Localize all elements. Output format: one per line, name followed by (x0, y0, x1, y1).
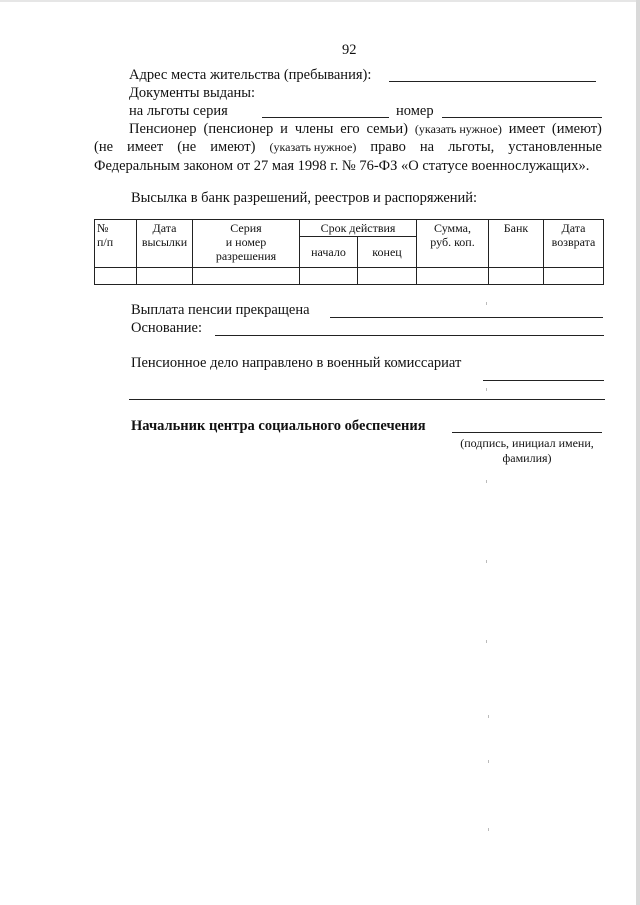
header-number: № п/п (95, 220, 137, 268)
word: и (280, 121, 288, 137)
header-bank: Банк (489, 220, 544, 268)
cell-number[interactable] (95, 268, 137, 285)
word: льготы, (448, 139, 495, 155)
word: (имеют) (551, 121, 602, 137)
hint-specify: (указать нужное) (269, 140, 357, 154)
dispatch-table (94, 219, 604, 285)
scan-speck (486, 388, 487, 391)
paragraph-line-2 (94, 139, 602, 156)
case-sent-blank-2[interactable] (129, 399, 605, 400)
basis-blank[interactable] (215, 335, 604, 336)
cell-bank[interactable] (489, 268, 544, 285)
cell-return-date[interactable] (544, 268, 604, 285)
number-blank[interactable] (442, 117, 602, 118)
cell-start[interactable] (300, 268, 358, 285)
basis-label: Основание: (131, 320, 202, 336)
word: семьи) (366, 121, 408, 137)
scan-speck (486, 480, 487, 483)
pension-stopped-blank[interactable] (330, 317, 603, 318)
signature-hint: (подпись, инициал имени, фамилия) (460, 436, 594, 465)
word: (не (177, 139, 197, 155)
table-row (95, 268, 604, 285)
paragraph-line-3: Федеральным законом от 27 мая 1998 г. № 76-ФЗ «О статусе военнослужащих». (94, 158, 590, 174)
page-right-edge (636, 0, 640, 905)
header-series-number: Серия и номер разрешения (193, 220, 300, 268)
header-return-date: Дата возврата (544, 220, 604, 268)
scan-speck (488, 760, 489, 763)
header-end: конец (358, 237, 417, 268)
scan-speck (488, 828, 489, 831)
word: установленные (508, 139, 602, 155)
hint-specify: (указать нужное) (414, 122, 502, 136)
series-blank[interactable] (262, 117, 389, 118)
word: имеет (508, 121, 545, 137)
documents-label: Документы выданы: (129, 85, 256, 101)
word: (пенсионер (203, 121, 274, 137)
word: право (370, 139, 406, 155)
scan-speck (486, 560, 487, 563)
cell-sum[interactable] (417, 268, 489, 285)
case-sent-blank[interactable] (483, 380, 604, 381)
signature-blank[interactable] (452, 432, 602, 433)
word: имеет (127, 139, 164, 155)
paragraph-line-1 (129, 121, 602, 138)
scan-speck (486, 302, 487, 305)
bank-heading: Высылка в банк разрешений, реестров и распоряжений: (131, 190, 478, 206)
page-top-edge (0, 0, 640, 2)
head-label: Начальник центра социального обеспечения (131, 418, 426, 434)
header-start: начало (300, 237, 358, 268)
address-blank[interactable] (389, 81, 596, 82)
word: Пенсионер (129, 121, 197, 137)
word: его (340, 121, 360, 137)
cell-end[interactable] (358, 268, 417, 285)
cell-series-number[interactable] (193, 268, 300, 285)
address-label: Адрес места жительства (пребывания): (129, 67, 372, 83)
word: имеют) (210, 139, 256, 155)
header-date-sent: Дата высылки (137, 220, 193, 268)
benefits-series-label: на льготы серия (129, 103, 228, 119)
scan-speck (486, 640, 487, 643)
word: на (419, 139, 435, 155)
scan-speck (488, 715, 489, 718)
number-label: номер (396, 103, 434, 119)
word: (не (94, 139, 114, 155)
word: члены (294, 121, 334, 137)
cell-date-sent[interactable] (137, 268, 193, 285)
page-number: 92 (342, 42, 357, 58)
case-sent-label: Пенсионное дело направлено в военный комиссариат (131, 355, 462, 371)
header-validity: Срок действия (300, 220, 417, 237)
header-sum: Сумма, руб. коп. (417, 220, 489, 268)
pension-stopped-label: Выплата пенсии прекращена (131, 302, 310, 318)
